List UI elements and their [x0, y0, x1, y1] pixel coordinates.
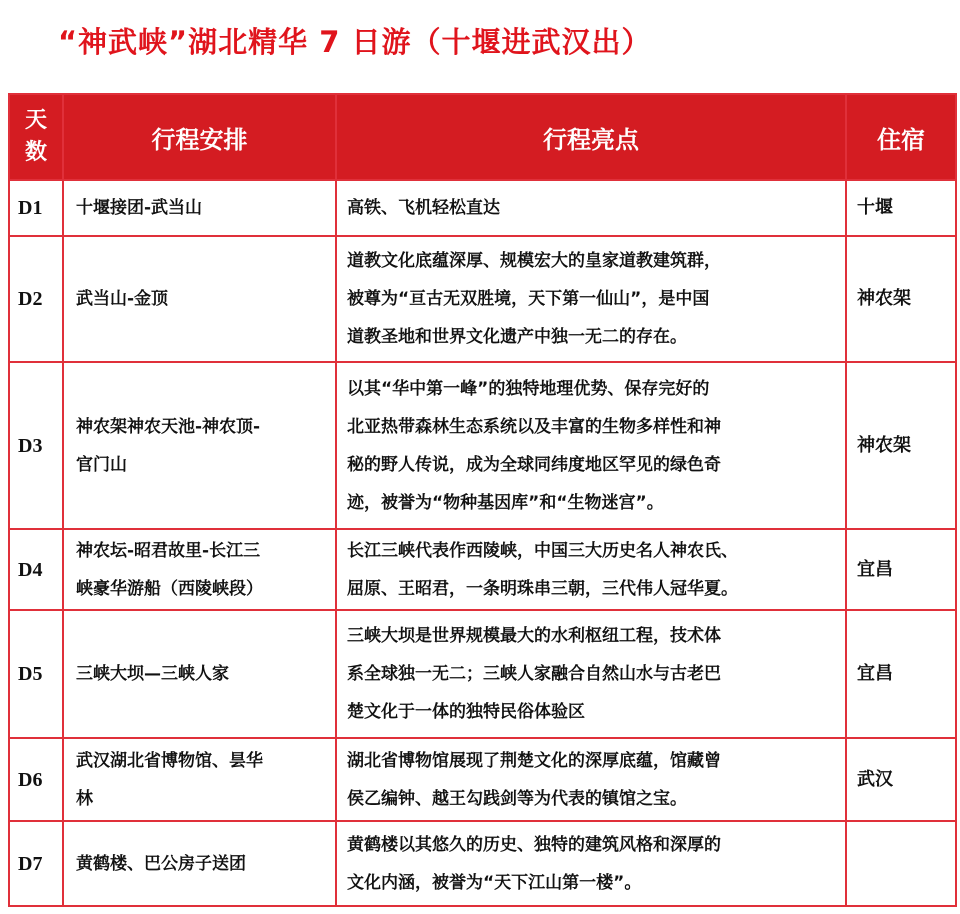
header-highlights: 行程亮点	[336, 94, 846, 180]
day-cell: D4	[9, 529, 63, 610]
stay-cell: 武汉	[846, 738, 956, 821]
highlights-cell: 长江三峡代表作西陵峡，中国三大历史名人神农氏、 屈原、王昭君，一条明珠串三朝，三代伟人冠华夏。	[336, 529, 846, 610]
day-cell: D1	[9, 180, 63, 236]
table-row	[9, 821, 956, 906]
day-cell: D2	[9, 236, 63, 362]
header-day: 天 数	[9, 94, 63, 180]
schedule-cell: 黄鹤楼、巴公房子送团	[63, 821, 336, 906]
table-row	[9, 738, 956, 821]
highlights-cell: 三峡大坝是世界规模最大的水利枢纽工程，技术体 系全球独一无二；三峡人家融合自然山水与古老巴 楚文化于一体的独特民俗体验区	[336, 610, 846, 738]
schedule-cell: 武汉湖北省博物馆、昙华 林	[63, 738, 336, 821]
table-row	[9, 529, 956, 610]
day-cell: D5	[9, 610, 63, 738]
table-row	[9, 362, 956, 529]
schedule-cell: 神农坛-昭君故里-长江三 峡豪华游船（西陵峡段）	[63, 529, 336, 610]
highlights-cell: 以其“华中第一峰”的独特地理优势、保存完好的 北亚热带森林生态系统以及丰富的生物多样性和神 秘的野人传说，成为全球同纬度地区罕见的绿色奇 迹，被誉为“物种基因库”和“生物迷宫”。	[336, 362, 846, 529]
highlights-cell: 高铁、飞机轻松直达	[336, 180, 846, 236]
itinerary-table	[8, 93, 957, 907]
table-header-row	[9, 94, 956, 180]
table-row	[9, 236, 956, 362]
stay-cell: 神农架	[846, 236, 956, 362]
table-row	[9, 610, 956, 738]
day-cell: D7	[9, 821, 63, 906]
stay-cell: 宜昌	[846, 529, 956, 610]
day-cell: D3	[9, 362, 63, 529]
highlights-cell: 湖北省博物馆展现了荆楚文化的深厚底蕴，馆藏曾 侯乙编钟、越王勾践剑等为代表的镇馆之宝。	[336, 738, 846, 821]
stay-cell: 宜昌	[846, 610, 956, 738]
stay-cell	[846, 821, 956, 906]
header-stay: 住宿	[846, 94, 956, 180]
table-row	[9, 180, 956, 236]
schedule-cell: 三峡大坝—三峡人家	[63, 610, 336, 738]
schedule-cell: 神农架神农天池-神农顶- 官门山	[63, 362, 336, 529]
header-schedule: 行程安排	[63, 94, 336, 180]
schedule-cell: 十堰接团-武当山	[63, 180, 336, 236]
day-cell: D6	[9, 738, 63, 821]
highlights-cell: 黄鹤楼以其悠久的历史、独特的建筑风格和深厚的 文化内涵，被誉为“天下江山第一楼”。	[336, 821, 846, 906]
page-title: “神武峡”湖北精华 7 日游（十堰进武汉出）	[58, 25, 652, 59]
highlights-cell: 道教文化底蕴深厚、规模宏大的皇家道教建筑群， 被尊为“亘古无双胜境，天下第一仙山”，是中国 道教圣地和世界文化遗产中独一无二的存在。	[336, 236, 846, 362]
stay-cell: 神农架	[846, 362, 956, 529]
schedule-cell: 武当山-金顶	[63, 236, 336, 362]
stay-cell: 十堰	[846, 180, 956, 236]
